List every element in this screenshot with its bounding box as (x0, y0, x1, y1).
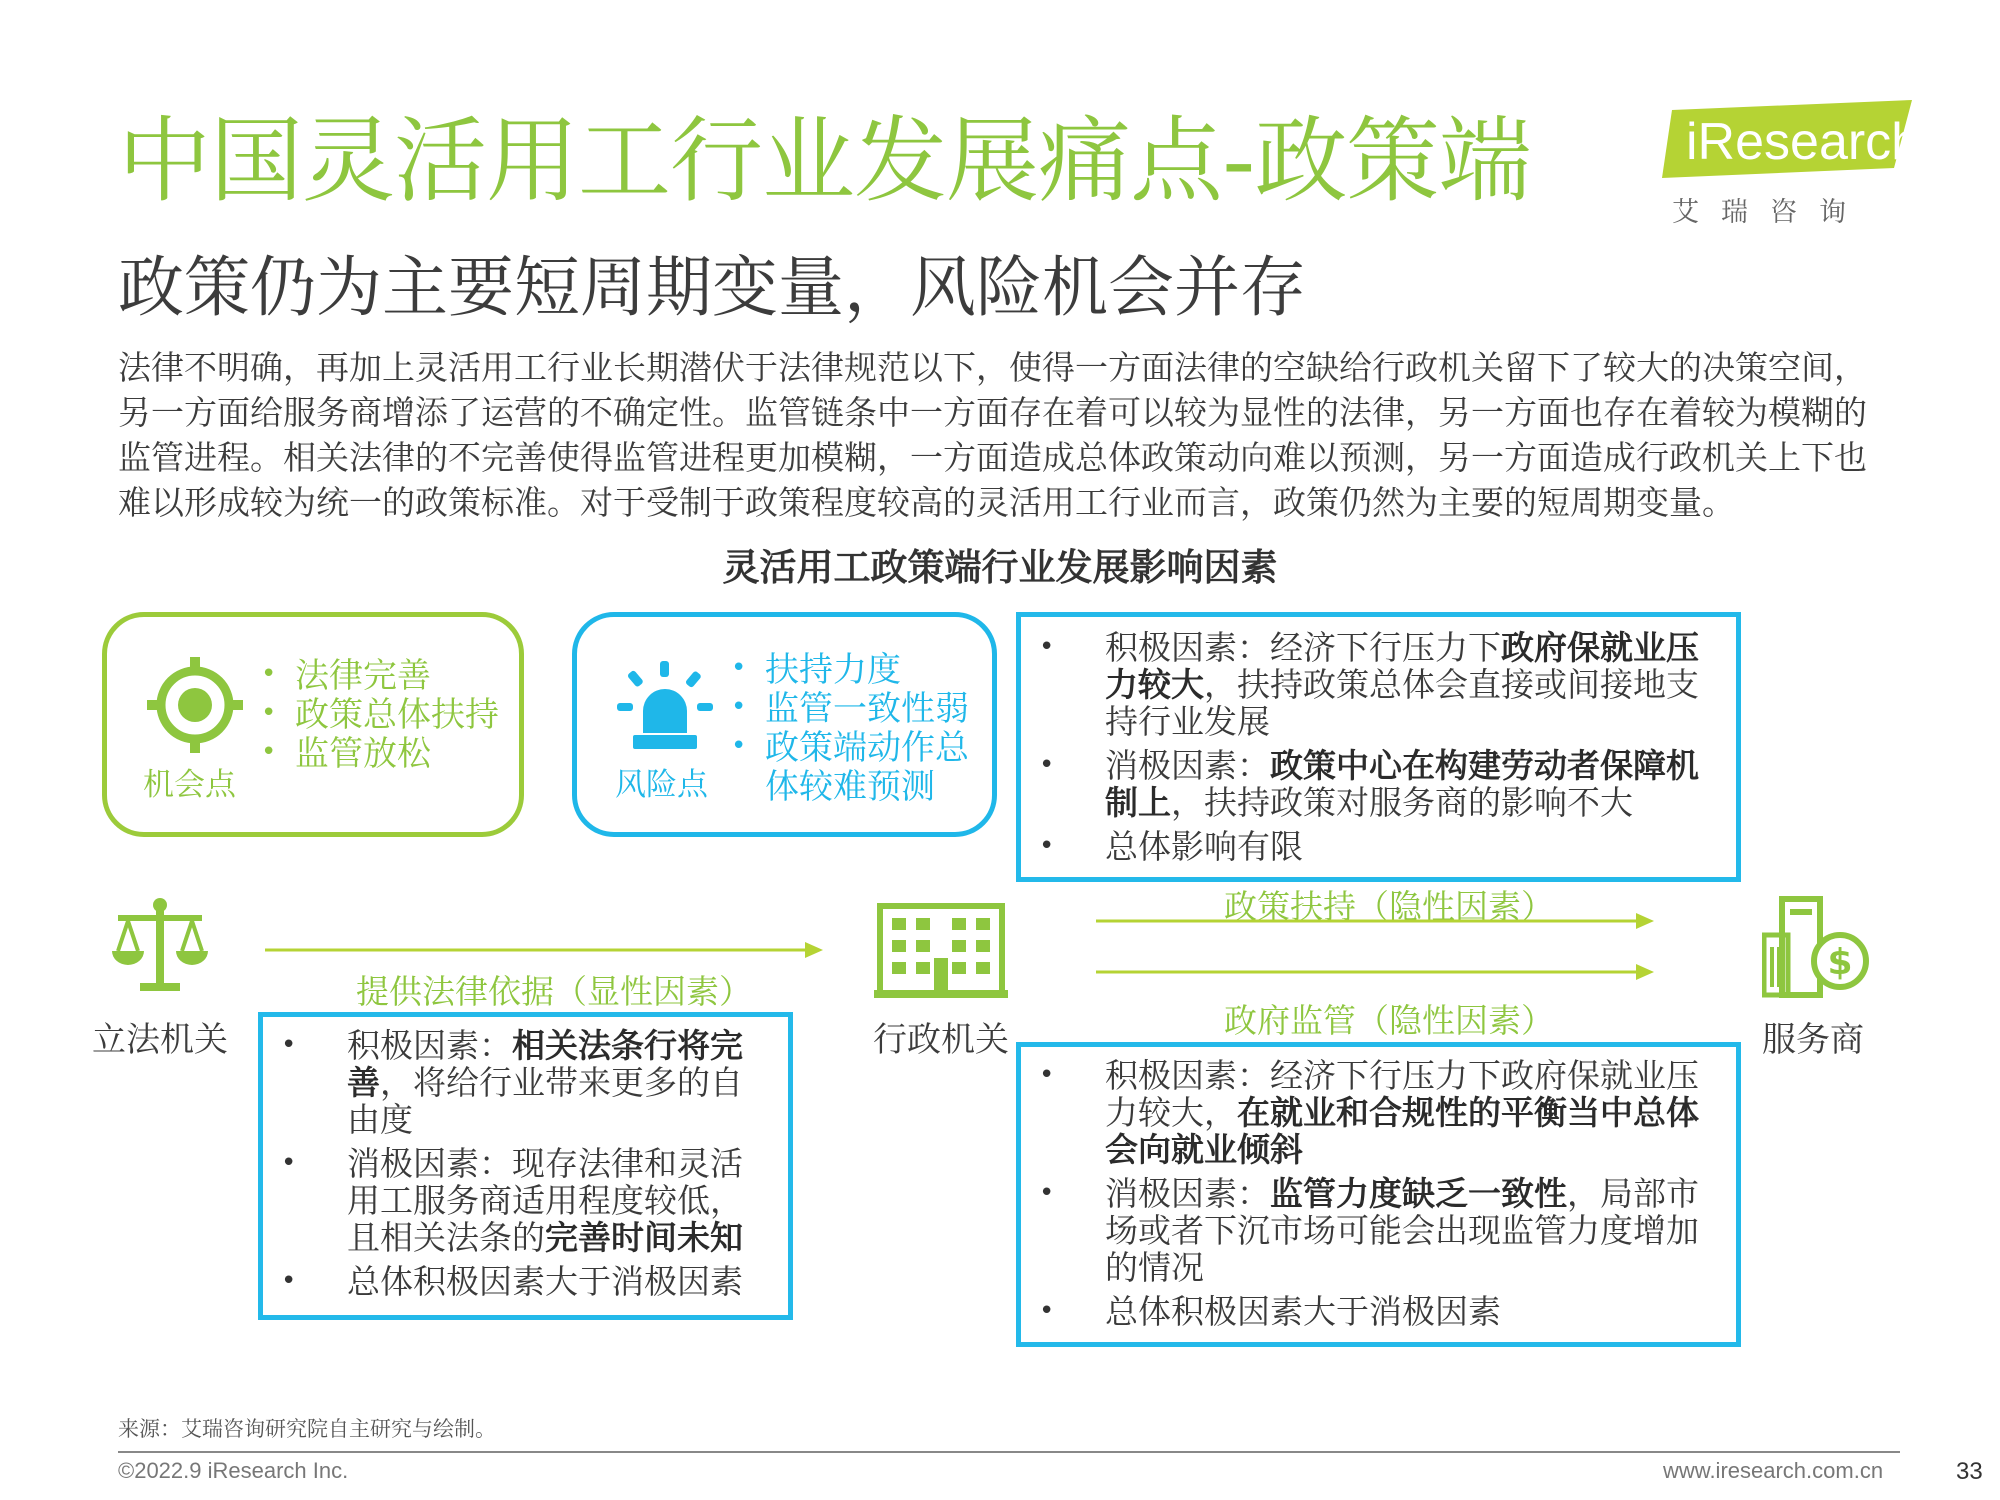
negative-factor-item (263, 1145, 768, 1256)
factor-text: 积极因素：经济下行压力下 (1105, 628, 1501, 667)
positive-factor-item (1021, 1057, 1706, 1168)
factor-text: 消极因素： (1105, 746, 1270, 785)
opportunity-card (102, 612, 524, 837)
factor-emphasis: 完善时间未知 (545, 1218, 743, 1257)
positive-factor-item (1021, 629, 1706, 740)
legal-factor-box (258, 1012, 793, 1320)
factor-emphasis: 监管力度缺乏一致性 (1270, 1174, 1567, 1213)
intro-line: 法律不明确，再加上灵活用工行业长期潜伏于法律规范以下，使得一方面法律的空缺给行政机关留下了较大的决策空间， (118, 348, 1867, 387)
supervision-factor-box (1016, 1042, 1741, 1347)
page-number: 33 (1956, 1458, 1983, 1485)
factor-text: 积极因素：经济下行压力下政府保就业压力较大， (1105, 1056, 1699, 1132)
factor-text: 消极因素： (1105, 1174, 1270, 1213)
risk-item: • 政策端动作总体较难预测 (727, 729, 977, 807)
factor-emphasis: 相关法条行将完善 (347, 1026, 743, 1102)
opportunity-item: • 监管放松 (257, 735, 499, 774)
website-link[interactable]: www.iresearch.com.cn (1663, 1458, 1884, 1483)
government-building-icon (874, 900, 1008, 1000)
policy-support-arrow (1096, 909, 1656, 933)
gov-supervision-arrow (1096, 960, 1656, 984)
risk-label: 风险点 (615, 767, 708, 803)
provider-finance-icon (1762, 895, 1872, 999)
opportunity-label: 机会点 (143, 767, 236, 803)
risk-list (727, 651, 977, 807)
footer-divider (118, 1451, 1900, 1453)
administration-label: 行政机关 (873, 1020, 1009, 1060)
factor-emphasis: 政策中心在构建劳动者保障机制上 (1105, 746, 1699, 822)
intro-line: 监管进程。相关法律的不完善使得监管进程更加模糊，一方面造成总体政策动向难以预测，另一方面造成行政机关上下也 (118, 438, 1867, 477)
opportunity-list (257, 657, 499, 774)
copyright: ©2022.9 iResearch Inc. (118, 1458, 349, 1483)
target-icon (145, 655, 245, 755)
intro-paragraph (118, 345, 1918, 525)
factor-text: 积极因素： (347, 1026, 512, 1065)
page-subtitle: 政策仍为主要短周期变量，风险机会并存 (118, 249, 1306, 326)
positive-factor-item (263, 1027, 768, 1138)
factor-text: 消极因素：现存法律和灵活用工服务商适用程度较低，且相关法条的 (347, 1144, 743, 1257)
logo-text: iResearch (1686, 113, 1921, 171)
overall-factor-item: • 总体影响有限 (1021, 828, 1706, 865)
source-note: 来源：艾瑞咨询研究院自主研究与绘制。 (118, 1417, 496, 1441)
risk-card (572, 612, 997, 837)
factor-text: ，扶持政策对服务商的影响不大 (1171, 783, 1633, 822)
factor-text: ，扶持政策总体会直接或间接地支持行业发展 (1105, 665, 1699, 741)
iresearch-logo (1662, 100, 1921, 230)
negative-factor-item (1021, 747, 1706, 821)
provider-label: 服务商 (1762, 1020, 1864, 1060)
logo-subtext: 艾瑞咨询 (1672, 197, 1868, 228)
negative-factor-item (1021, 1175, 1706, 1286)
risk-item: • 扶持力度 (727, 651, 977, 690)
overall-factor-item: • 总体积极因素大于消极因素 (1021, 1293, 1706, 1330)
legal-basis-arrow (265, 938, 825, 962)
factor-text: ，局部市场或者下沉市场可能会出现监管力度增加的情况 (1105, 1174, 1699, 1287)
scales-icon (110, 895, 210, 995)
svg-text:$: $ (1827, 942, 1853, 983)
opportunity-item: • 政策总体扶持 (257, 696, 499, 735)
risk-item: • 监管一致性弱 (727, 690, 977, 729)
factor-text: ，将给行业带来更多的自由度 (347, 1063, 743, 1139)
legal-basis-label: 提供法律依据（显性因素） (356, 972, 752, 1011)
gov-supervision-label: 政府监管（隐性因素） (1224, 1001, 1554, 1040)
page-title: 中国灵活用工行业发展痛点-政策端 (118, 107, 1531, 215)
legislature-label: 立法机关 (92, 1020, 228, 1060)
opportunity-item: • 法律完善 (257, 657, 499, 696)
intro-line: 另一方面给服务商增添了运营的不确定性。监管链条中一方面存在着可以较为显性的法律，另一方面也存在着较为模糊的 (118, 393, 1867, 432)
alarm-light-icon (615, 659, 715, 755)
policy-support-label: 政策扶持（隐性因素） (1224, 887, 1554, 926)
policy-support-factor-box (1016, 612, 1741, 882)
factor-emphasis: 在就业和合规性的平衡当中总体会向就业倾斜 (1105, 1093, 1699, 1169)
intro-line: 难以形成较为统一的政策标准。对于受制于政策程度较高的灵活用工行业而言，政策仍然为主要的短周期变量。 (118, 483, 1735, 522)
diagram-title: 灵活用工政策端行业发展影响因素 (722, 546, 1278, 589)
factor-emphasis: 政府保就业压力较大 (1105, 628, 1699, 704)
overall-factor-item: • 总体积极因素大于消极因素 (263, 1263, 768, 1300)
